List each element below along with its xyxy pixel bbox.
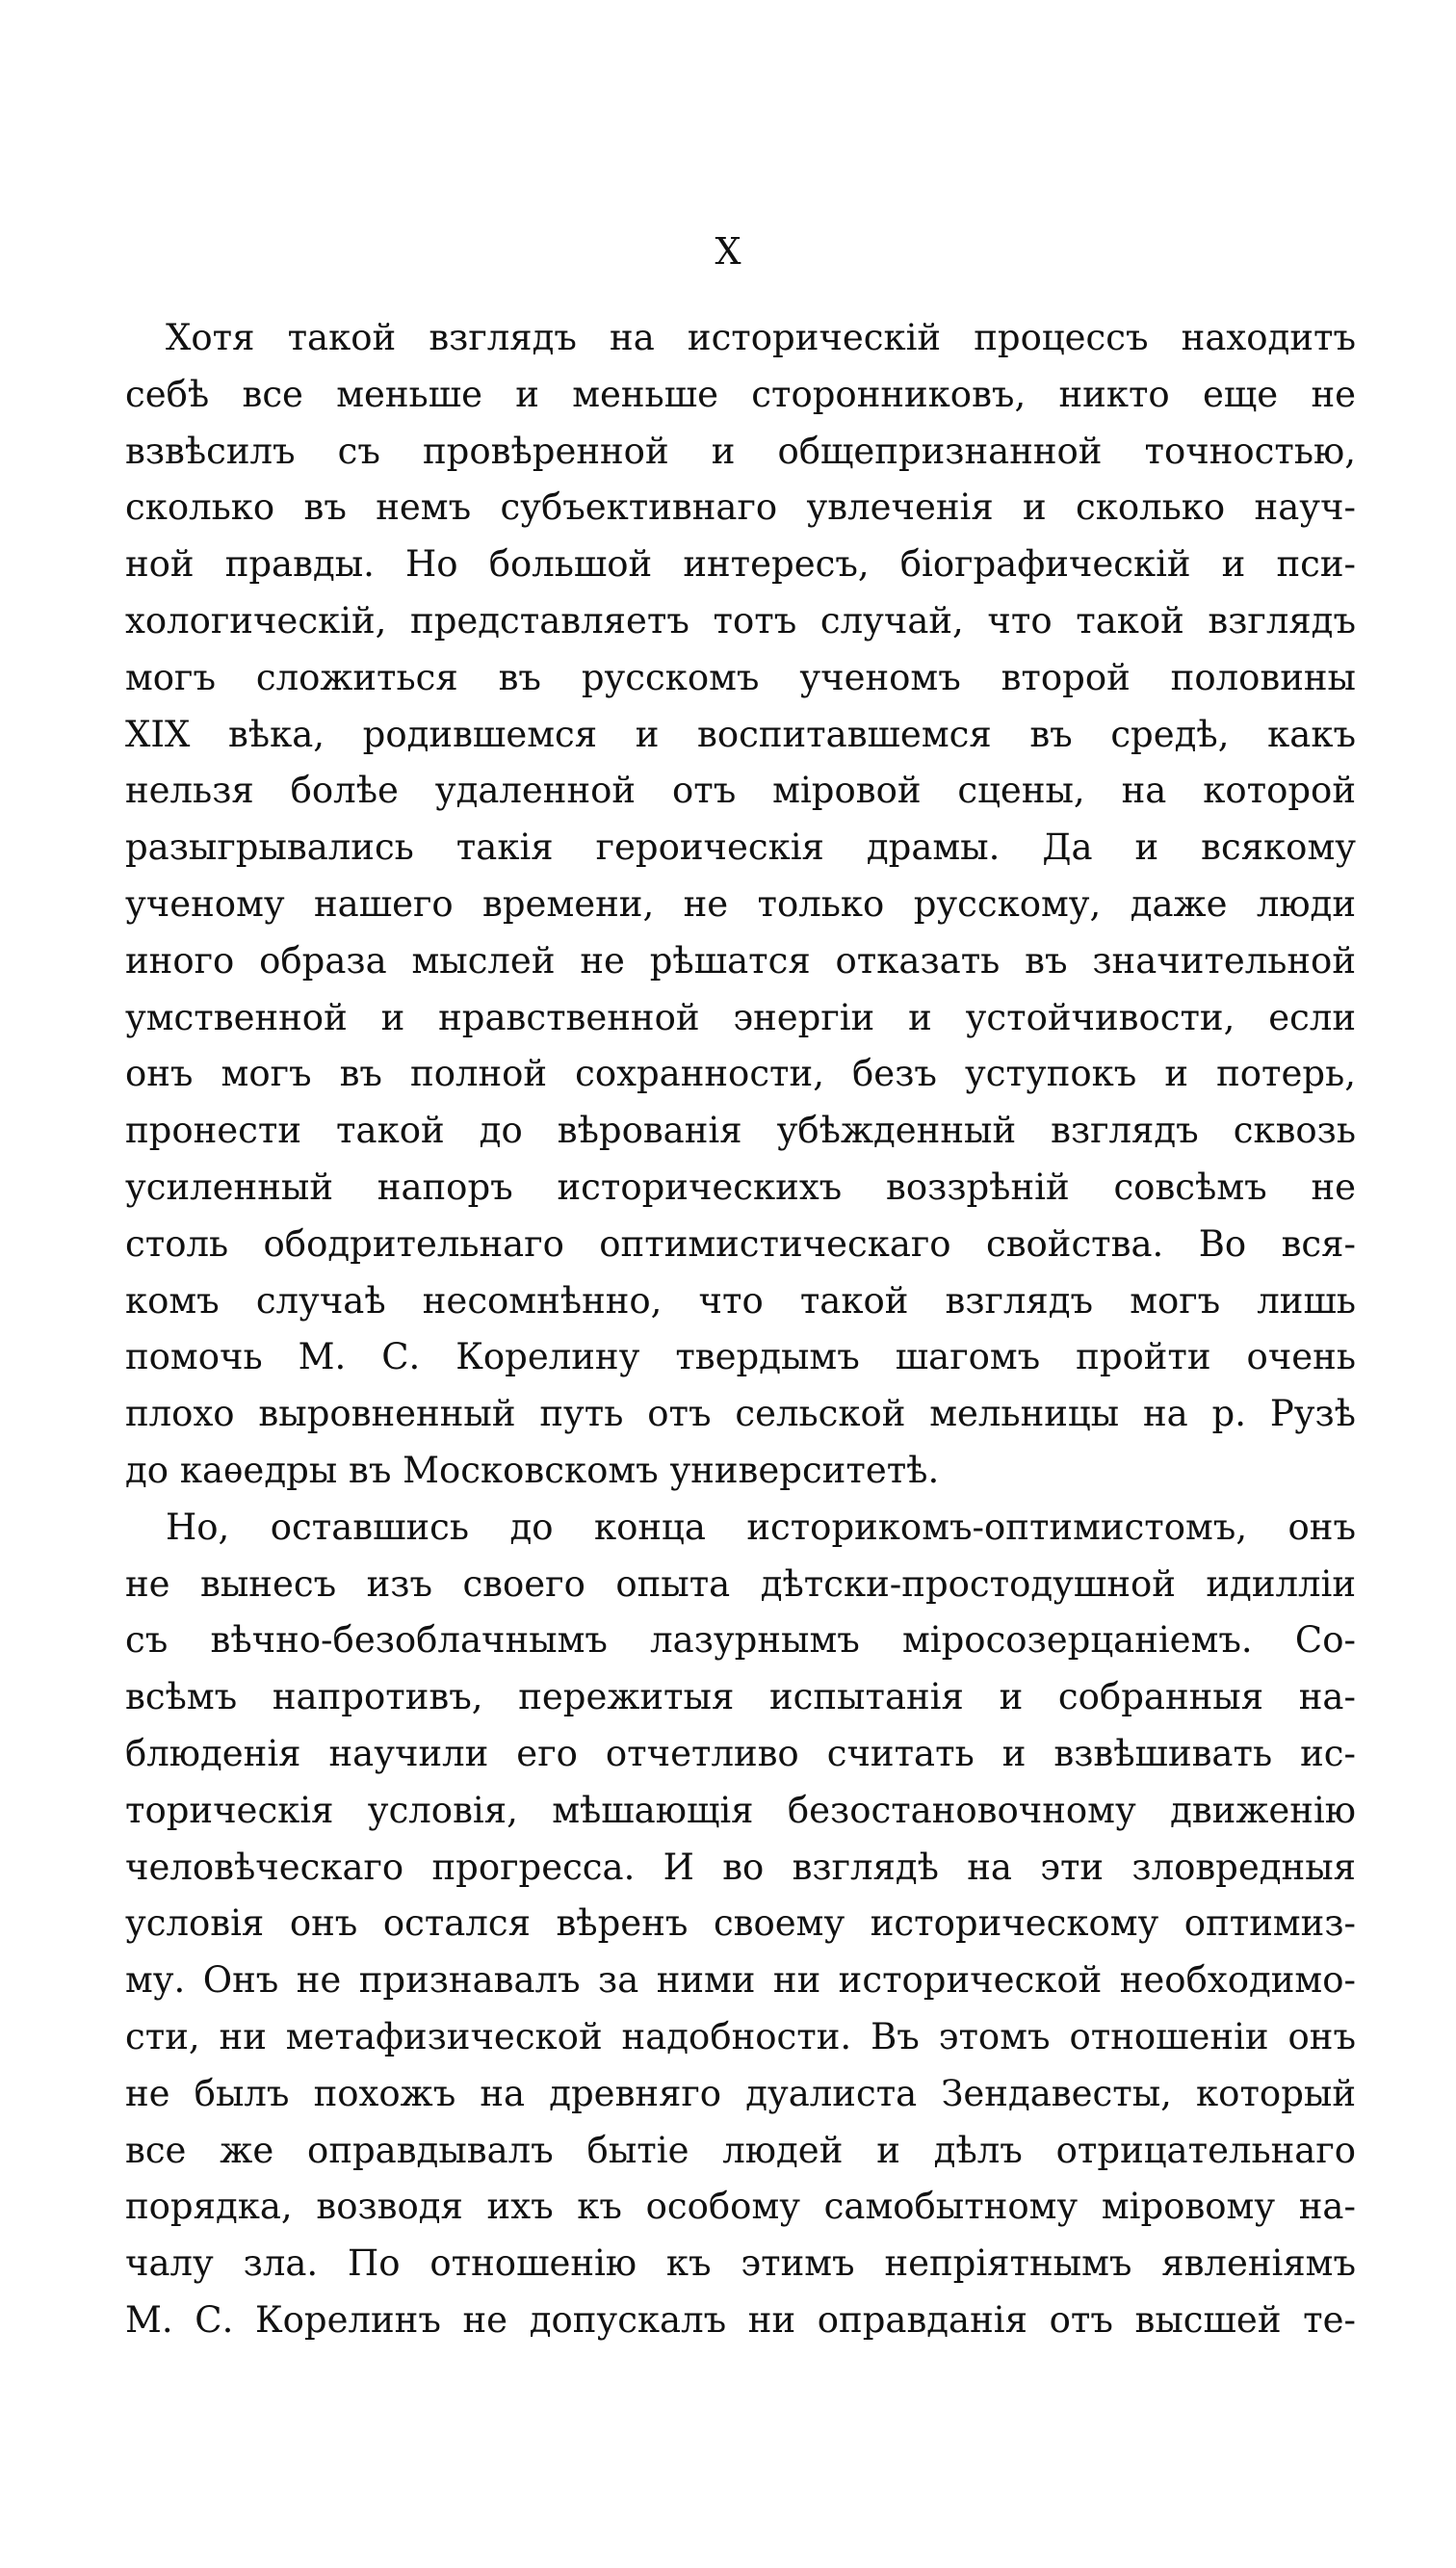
text-line: разыгрывались такія героическія драмы. Да и всякому [125, 826, 1356, 869]
text-line: себѣ все меньше и меньше сторонниковъ, никто еще не [125, 373, 1356, 415]
text-line: комъ случаѣ несомнѣнно, что такой взглядъ могъ лишь [125, 1279, 1356, 1322]
text-line: ной правды. Но большой интересъ, біографическій и пси- [125, 543, 1356, 586]
text-line: сти, ни метафизической надобности. Въ этомъ отношеніи онъ [125, 2015, 1356, 2057]
text-line: нельзя болѣе удаленной отъ міровой сцены, на которой [125, 770, 1356, 812]
text-line: Но, оставшись до конца историкомъ-оптимистомъ, онъ [166, 1506, 1356, 1548]
text-line: всѣмъ напротивъ, пережитыя испытанія и собранныя на- [125, 1676, 1356, 1718]
text-line: пронести такой до вѣрованія убѣжденный взглядъ сквозь [125, 1110, 1356, 1152]
text-line: взвѣсилъ съ провѣренной и общепризнанной точностью, [125, 430, 1356, 472]
paragraph-2 [125, 1500, 1356, 2349]
text-line: умственной и нравственной энергіи и устойчивости, если [125, 996, 1356, 1038]
text-line: плохо выровненный путь отъ сельской мельницы на р. Рузѣ [125, 1393, 1356, 1435]
paragraph-1 [125, 310, 1356, 1500]
text-line: му. Онъ не признавалъ за ними ни исторической необходимо- [125, 1959, 1356, 2002]
body-text [125, 310, 1356, 2349]
text-line: онъ могъ въ полной сохранности, безъ уступокъ и потерь, [125, 1053, 1356, 1095]
text-line: не вынесъ изъ своего опыта дѣтски-простодушной идилліи [125, 1562, 1356, 1605]
text-line: условія онъ остался вѣренъ своему историческому оптимиз- [125, 1902, 1356, 1945]
text-line: М. С. Корелинъ не допускалъ ни оправданія отъ высшей те- [125, 2298, 1356, 2341]
text-line: ученому нашего времени, не только русскому, даже люди [125, 882, 1356, 925]
text-line: сколько въ немъ субъективнаго увлеченія и сколько науч- [125, 486, 1356, 529]
text-line: XIX вѣка, родившемся и воспитавшемся въ средѣ, какъ [125, 713, 1356, 755]
text-line: столь ободрительнаго оптимистическаго свойства. Во вся- [125, 1222, 1356, 1265]
text-line: все же оправдывалъ бытіе людей и дѣлъ отрицательнаго [125, 2129, 1356, 2171]
text-line: не былъ похожъ на древняго дуалиста Зендавесты, который [125, 2072, 1356, 2114]
page-number: X [715, 230, 741, 273]
text-line: съ вѣчно-безоблачнымъ лазурнымъ міросозерцаніемъ. Со- [125, 1619, 1356, 1662]
text-line: хологическій, представляетъ тотъ случай, что такой взглядъ [125, 599, 1356, 642]
text-line: человѣческаго прогресса. И во взглядѣ на эти зловредныя [125, 1846, 1356, 1888]
text-line: иного образа мыслей не рѣшатся отказать въ значительной [125, 939, 1356, 982]
text-line: помочь М. С. Корелину твердымъ шагомъ пройти очень [125, 1336, 1356, 1378]
text-line: чалу зла. По отношенію къ этимъ непріятнымъ явленіямъ [125, 2242, 1356, 2285]
text-line: до каѳедры въ Московскомъ университетѣ. [125, 1449, 940, 1491]
text-line: могъ сложиться въ русскомъ ученомъ второй половины [125, 656, 1356, 698]
text-line: Хотя такой взглядъ на историческій процессъ находитъ [166, 317, 1356, 358]
text-line: порядка, возводя ихъ къ особому самобытному міровому на- [125, 2186, 1356, 2228]
text-line: блюденія научили его отчетливо считать и взвѣшивать ис- [125, 1732, 1356, 1774]
text-line: усиленный напоръ историческихъ воззрѣній совсѣмъ не [125, 1166, 1356, 1208]
text-line: торическія условія, мѣшающія безостановочному движенію [125, 1789, 1356, 1831]
